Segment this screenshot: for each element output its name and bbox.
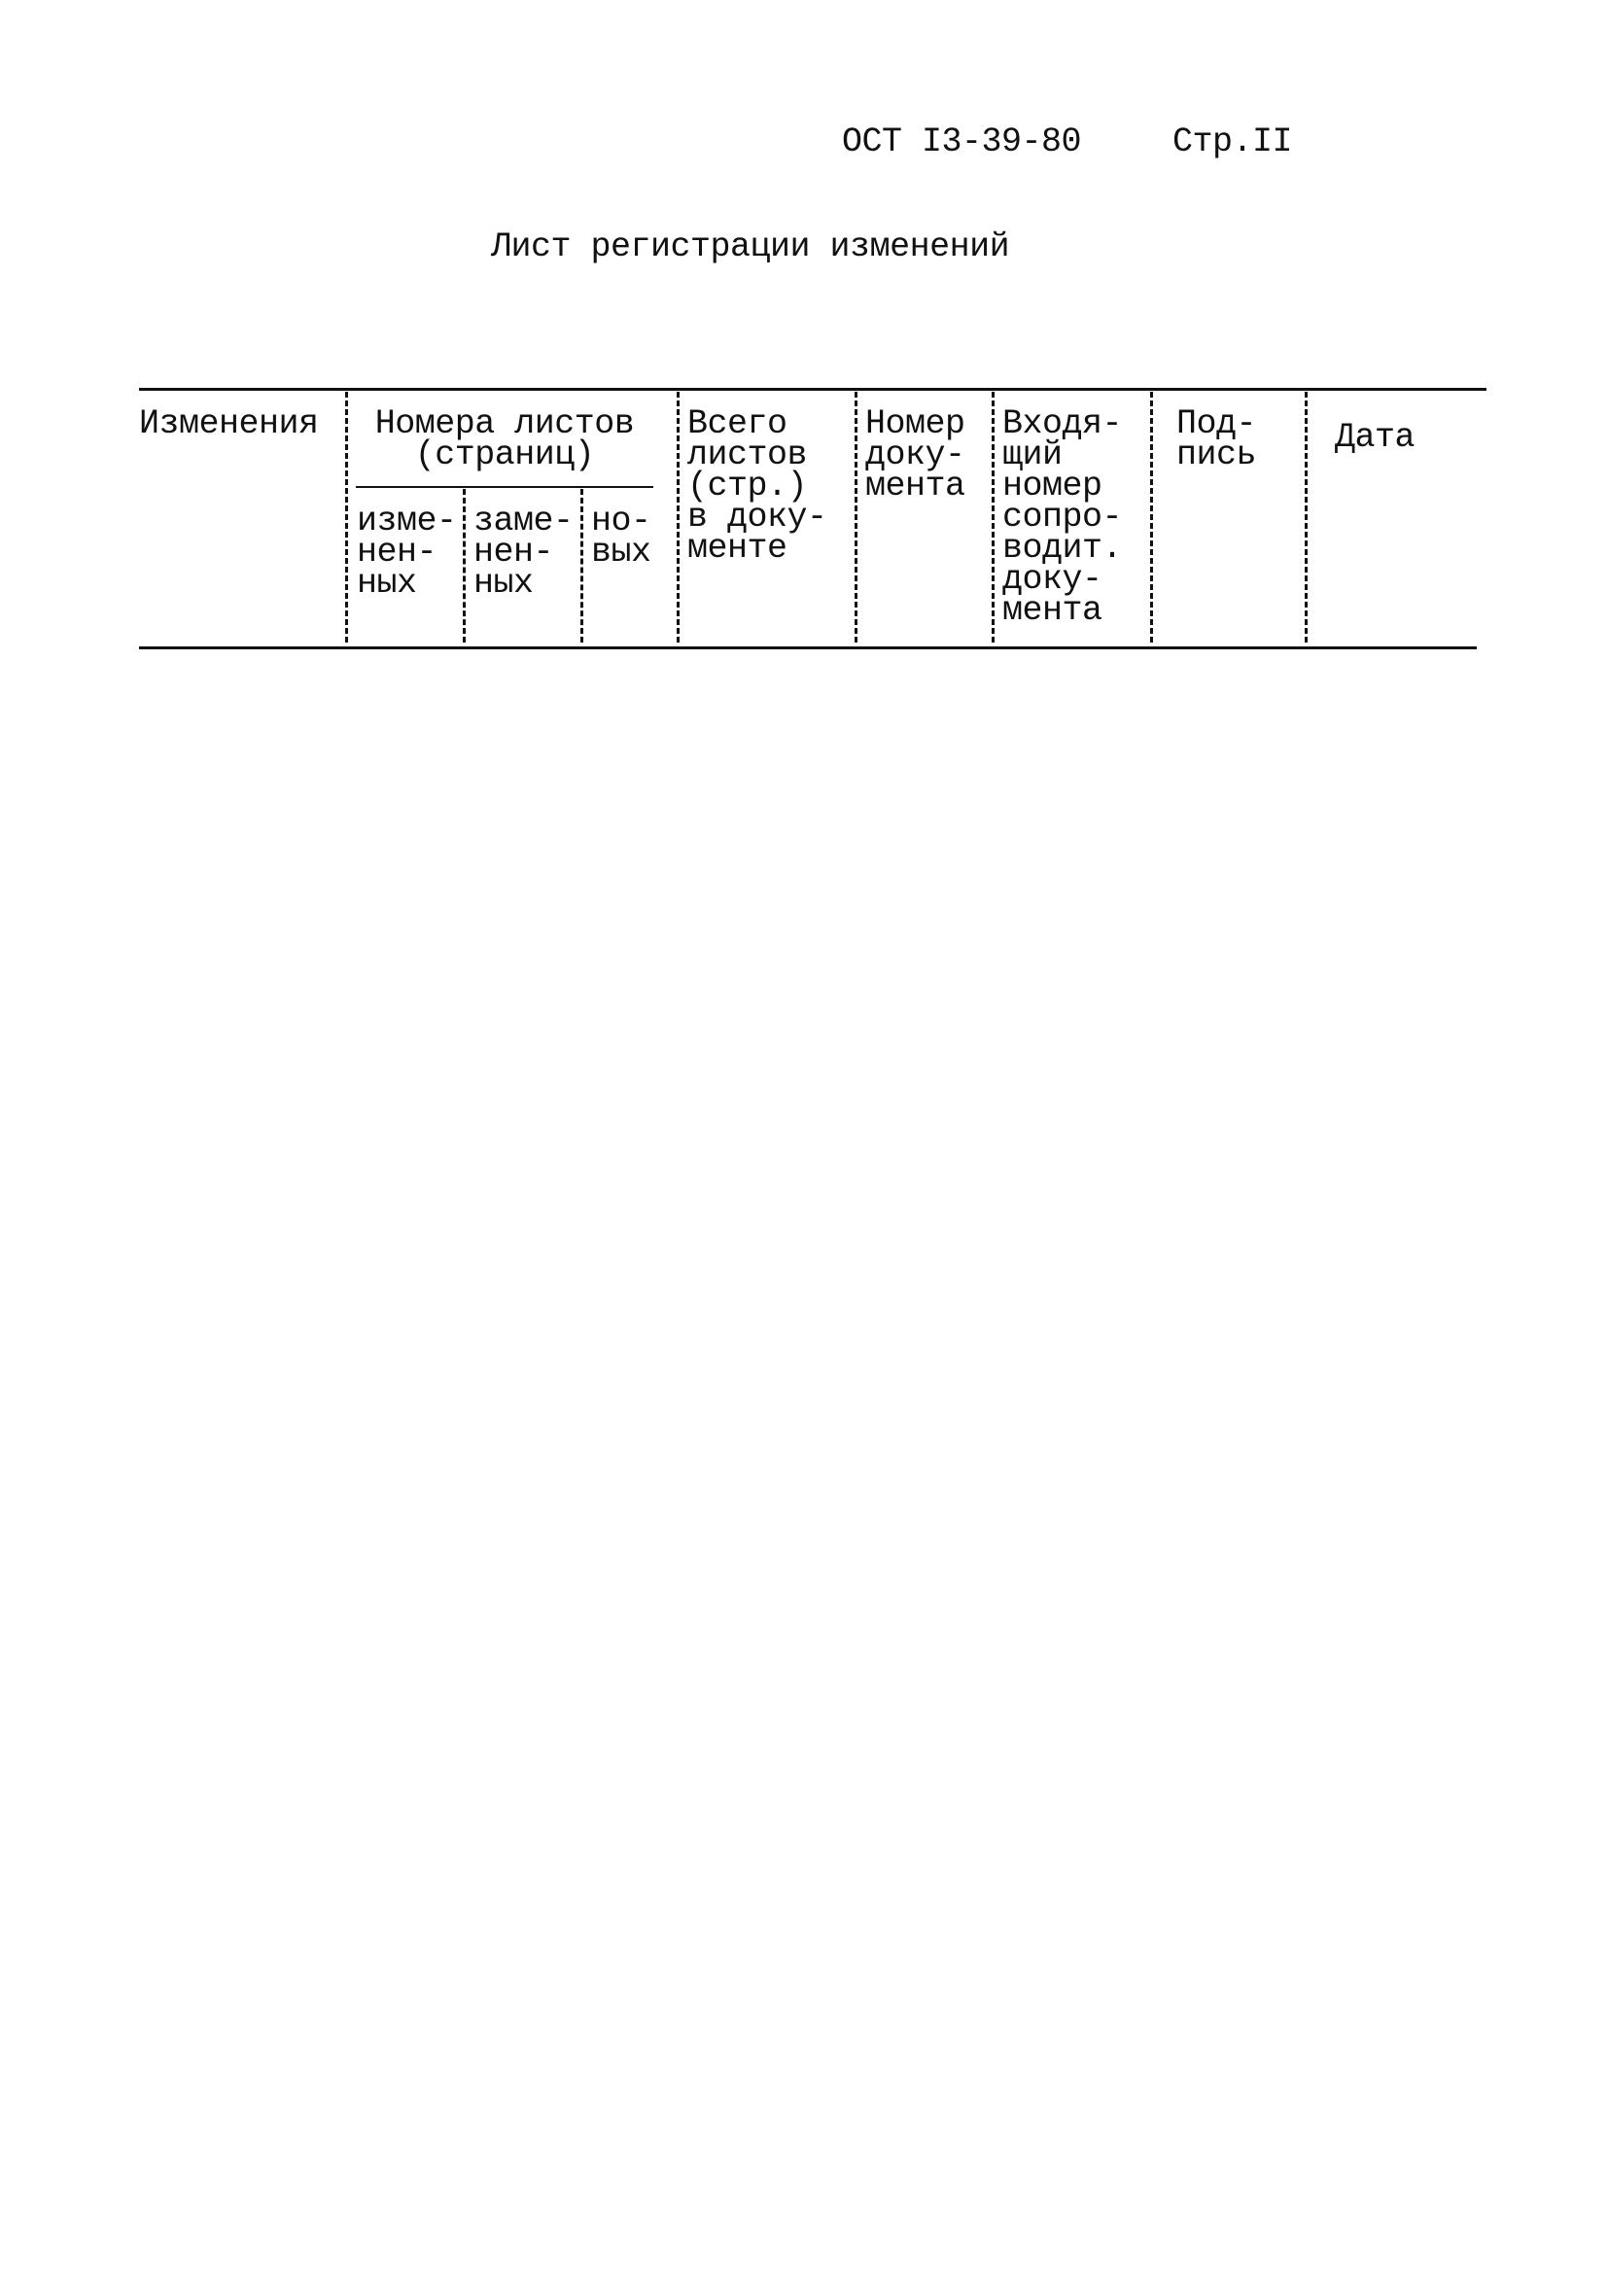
page-title: Лист регистрации изменений: [491, 227, 1010, 266]
column-separator: [463, 489, 466, 643]
column-separator: [992, 392, 995, 643]
subheader-rule: [356, 486, 653, 488]
column-header-new: но- вых: [591, 502, 651, 572]
column-header-date: Дата: [1335, 418, 1416, 457]
column-header-changes: Изменения: [139, 404, 319, 443]
column-separator: [855, 392, 857, 643]
column-separator: [345, 392, 348, 643]
table-top-rule: [139, 388, 1486, 391]
column-header-sheet-numbers: Номера листов (страниц): [374, 404, 635, 474]
column-header-document-number: Номер доку- мента: [865, 404, 965, 505]
column-separator: [1150, 392, 1153, 643]
column-separator: [677, 392, 680, 643]
standard-number: ОСТ I3-39-80: [842, 122, 1082, 161]
column-separator: [580, 489, 583, 643]
column-header-incoming-number: Входя- щий номер сопро- водит. доку- мента: [1002, 404, 1123, 630]
column-header-replaced: заме- нен- ных: [473, 502, 574, 603]
column-header-total-sheets: Всего листов (стр.) в доку- менте: [687, 404, 827, 568]
column-separator: [1305, 392, 1308, 643]
page-number: Стр.II: [1172, 122, 1293, 161]
table-bottom-rule: [139, 646, 1477, 649]
column-header-changed: изме- нен- ных: [357, 502, 457, 603]
column-header-signature: Под- пись: [1176, 404, 1257, 474]
